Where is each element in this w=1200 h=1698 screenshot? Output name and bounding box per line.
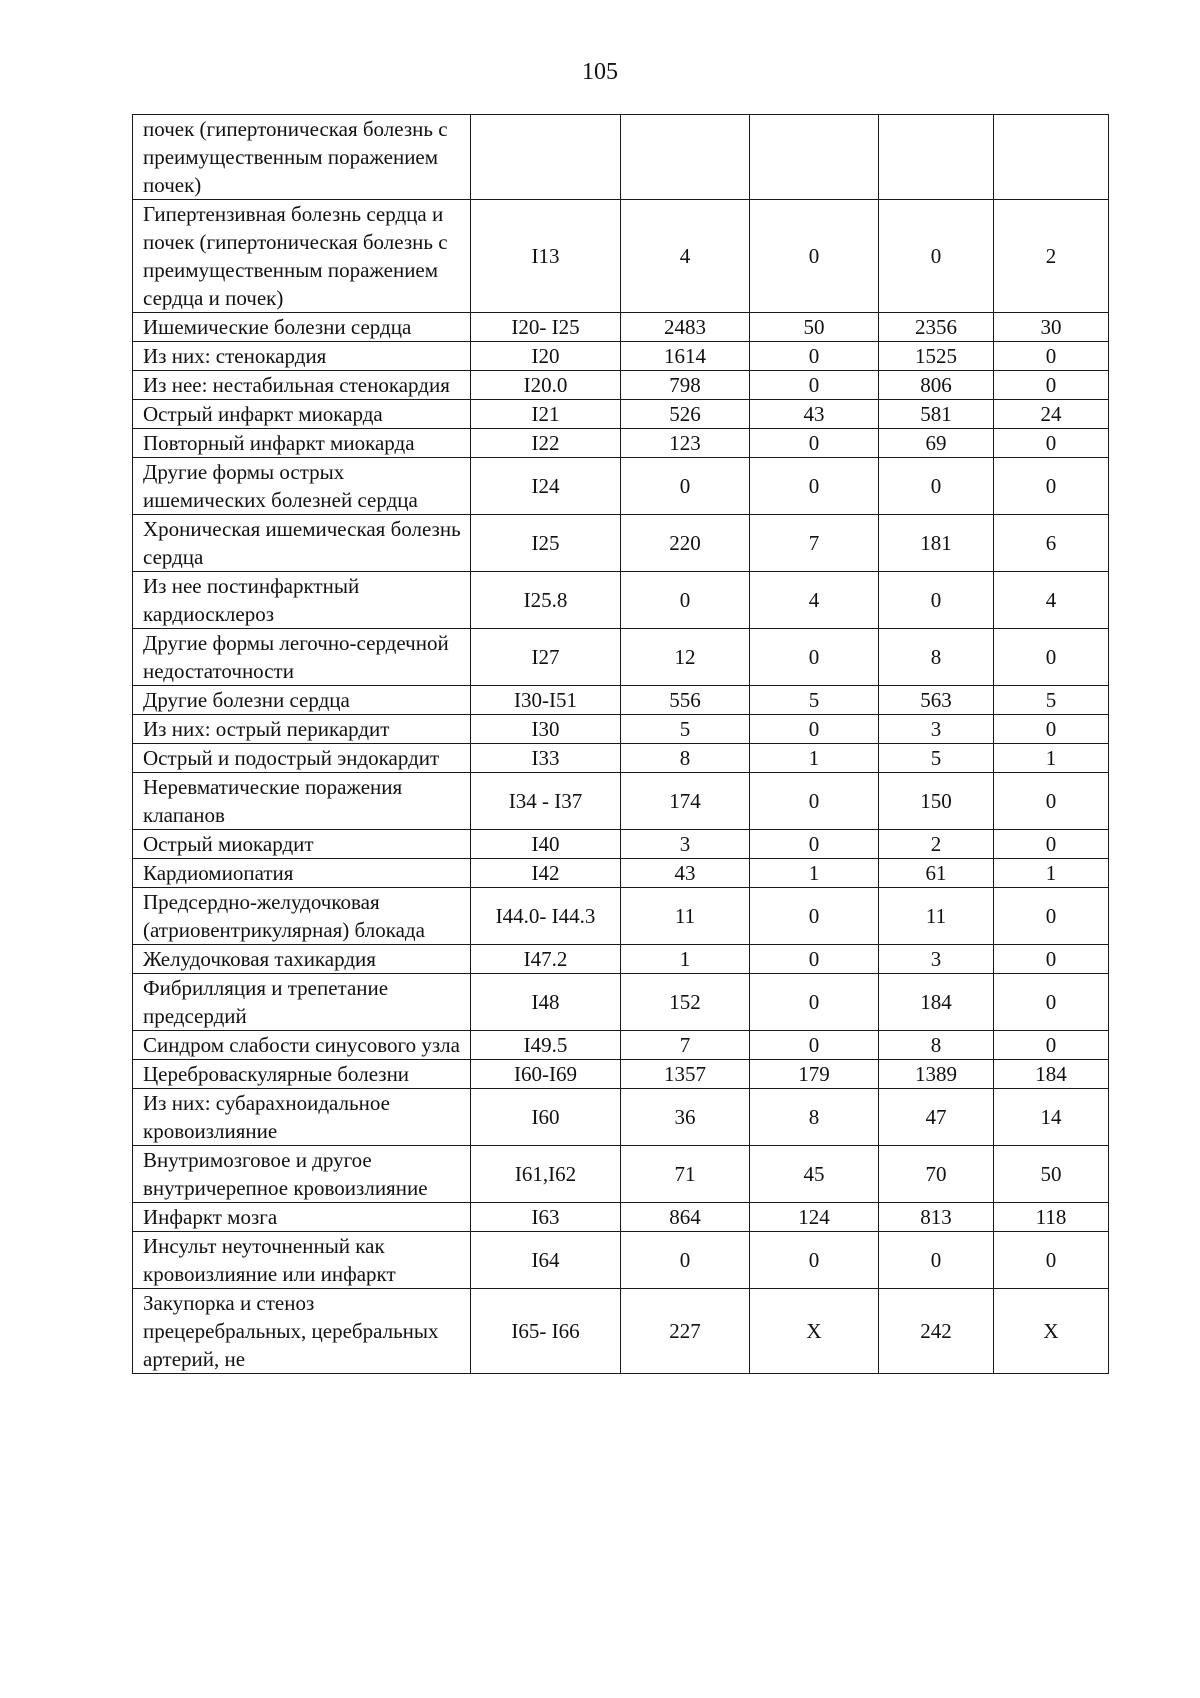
value-cell-4: 0 (994, 888, 1109, 945)
icd-code-cell: I48 (471, 974, 621, 1031)
disease-name-cell: почек (гипертоническая болезнь с преимущественным поражением почек) (133, 115, 471, 200)
icd-code-cell (471, 115, 621, 200)
value-cell-4: 30 (994, 313, 1109, 342)
value-cell-1: 227 (621, 1289, 750, 1374)
icd-code-cell: I40 (471, 830, 621, 859)
value-cell-1: 1357 (621, 1060, 750, 1089)
value-cell-2: 45 (750, 1146, 879, 1203)
table-row (133, 773, 1109, 830)
value-cell-4: 50 (994, 1146, 1109, 1203)
value-cell-3: 47 (879, 1089, 994, 1146)
value-cell-2: 0 (750, 371, 879, 400)
value-cell-4: 4 (994, 572, 1109, 629)
icd-code-cell: I24 (471, 458, 621, 515)
value-cell-1: 36 (621, 1089, 750, 1146)
value-cell-3: 8 (879, 629, 994, 686)
page-number: 105 (582, 59, 618, 85)
icd-code-cell: I33 (471, 744, 621, 773)
value-cell-3: 1525 (879, 342, 994, 371)
table-row (133, 859, 1109, 888)
disease-name-cell: Острый и подострый эндокардит (133, 744, 471, 773)
value-cell-4: 0 (994, 830, 1109, 859)
disease-name-cell: Из них: острый перикардит (133, 715, 471, 744)
value-cell-2: 50 (750, 313, 879, 342)
table-row (133, 945, 1109, 974)
value-cell-2: 7 (750, 515, 879, 572)
value-cell-3: 184 (879, 974, 994, 1031)
value-cell-4: 0 (994, 1031, 1109, 1060)
disease-name-cell: Внутримозговое и другое внутричерепное кровоизлияние (133, 1146, 471, 1203)
value-cell-1: 43 (621, 859, 750, 888)
value-cell-2: 0 (750, 629, 879, 686)
value-cell-4: 0 (994, 1232, 1109, 1289)
disease-name-cell: Острый миокардит (133, 830, 471, 859)
value-cell-1: 71 (621, 1146, 750, 1203)
value-cell-1: 864 (621, 1203, 750, 1232)
table-row (133, 629, 1109, 686)
icd-code-cell: I30 (471, 715, 621, 744)
icd-code-cell: I22 (471, 429, 621, 458)
disease-name-cell: Из них: стенокардия (133, 342, 471, 371)
disease-name-cell: Фибрилляция и трепетание предсердий (133, 974, 471, 1031)
disease-name-cell: Другие формы легочно-сердечной недостаточности (133, 629, 471, 686)
icd-code-cell: I30-I51 (471, 686, 621, 715)
value-cell-1: 174 (621, 773, 750, 830)
value-cell-4: 184 (994, 1060, 1109, 1089)
disease-name-cell: Закупорка и стеноз прецеребральных, церебральных артерий, не (133, 1289, 471, 1374)
disease-name-cell: Из них: субарахноидальное кровоизлияние (133, 1089, 471, 1146)
icd-code-cell: I64 (471, 1232, 621, 1289)
value-cell-2: 0 (750, 429, 879, 458)
value-cell-2: 1 (750, 859, 879, 888)
value-cell-4: 1 (994, 859, 1109, 888)
value-cell-3: 1389 (879, 1060, 994, 1089)
value-cell-2: 179 (750, 1060, 879, 1089)
icd-code-cell: I63 (471, 1203, 621, 1232)
disease-name-cell: Острый инфаркт миокарда (133, 400, 471, 429)
icd-code-cell: I47.2 (471, 945, 621, 974)
table-row (133, 830, 1109, 859)
value-cell-3: 181 (879, 515, 994, 572)
icd-code-cell: I61,I62 (471, 1146, 621, 1203)
table-row (133, 1031, 1109, 1060)
table-row (133, 744, 1109, 773)
value-cell-3: 0 (879, 1232, 994, 1289)
value-cell-4: X (994, 1289, 1109, 1374)
icd-code-cell: I42 (471, 859, 621, 888)
disease-name-cell: Другие формы острых ишемических болезней сердца (133, 458, 471, 515)
icd-code-cell: I20- I25 (471, 313, 621, 342)
value-cell-1: 798 (621, 371, 750, 400)
value-cell-3 (879, 115, 994, 200)
value-cell-2: 43 (750, 400, 879, 429)
value-cell-1: 8 (621, 744, 750, 773)
table-row (133, 400, 1109, 429)
value-cell-1: 0 (621, 458, 750, 515)
table-row (133, 686, 1109, 715)
value-cell-2 (750, 115, 879, 200)
disease-name-cell: Синдром слабости синусового узла (133, 1031, 471, 1060)
table-row (133, 1060, 1109, 1089)
value-cell-4: 24 (994, 400, 1109, 429)
value-cell-4: 118 (994, 1203, 1109, 1232)
icd-code-cell: I21 (471, 400, 621, 429)
table-row (133, 200, 1109, 313)
value-cell-2: 0 (750, 773, 879, 830)
icd-code-cell: I60-I69 (471, 1060, 621, 1089)
icd-code-cell: I20.0 (471, 371, 621, 400)
table-row (133, 1089, 1109, 1146)
disease-name-cell: Предсердно-желудочковая (атриовентрикулярная) блокада (133, 888, 471, 945)
value-cell-3: 581 (879, 400, 994, 429)
table-row (133, 572, 1109, 629)
value-cell-4: 0 (994, 715, 1109, 744)
value-cell-4: 0 (994, 629, 1109, 686)
value-cell-4: 2 (994, 200, 1109, 313)
table-row (133, 1146, 1109, 1203)
table-row (133, 888, 1109, 945)
disease-name-cell: Повторный инфаркт миокарда (133, 429, 471, 458)
value-cell-3: 0 (879, 200, 994, 313)
value-cell-1: 1614 (621, 342, 750, 371)
value-cell-2: 0 (750, 945, 879, 974)
value-cell-1: 152 (621, 974, 750, 1031)
value-cell-3: 61 (879, 859, 994, 888)
value-cell-3: 8 (879, 1031, 994, 1060)
value-cell-3: 70 (879, 1146, 994, 1203)
value-cell-4: 1 (994, 744, 1109, 773)
value-cell-1: 1 (621, 945, 750, 974)
value-cell-3: 563 (879, 686, 994, 715)
table-row (133, 429, 1109, 458)
disease-name-cell: Инфаркт мозга (133, 1203, 471, 1232)
table-row (133, 1232, 1109, 1289)
icd-code-cell: I25 (471, 515, 621, 572)
table-row (133, 974, 1109, 1031)
table-row (133, 342, 1109, 371)
value-cell-1: 526 (621, 400, 750, 429)
value-cell-4 (994, 115, 1109, 200)
disease-name-cell: Желудочковая тахикардия (133, 945, 471, 974)
icd-code-cell: I27 (471, 629, 621, 686)
value-cell-1: 0 (621, 1232, 750, 1289)
disease-name-cell: Гипертензивная болезнь сердца и почек (гипертоническая болезнь с преимущественным поражением сердца и почек) (133, 200, 471, 313)
disease-name-cell: Из нее: нестабильная стенокардия (133, 371, 471, 400)
value-cell-1: 220 (621, 515, 750, 572)
value-cell-4: 0 (994, 458, 1109, 515)
value-cell-1: 4 (621, 200, 750, 313)
value-cell-1: 12 (621, 629, 750, 686)
value-cell-1: 0 (621, 572, 750, 629)
table-row (133, 715, 1109, 744)
table-row (133, 515, 1109, 572)
table-row (133, 458, 1109, 515)
disease-name-cell: Кардиомиопатия (133, 859, 471, 888)
disease-name-cell: Ишемические болезни сердца (133, 313, 471, 342)
value-cell-2: 0 (750, 342, 879, 371)
value-cell-4: 0 (994, 371, 1109, 400)
value-cell-2: 0 (750, 715, 879, 744)
disease-name-cell: Неревматические поражения клапанов (133, 773, 471, 830)
value-cell-3: 69 (879, 429, 994, 458)
icd-code-cell: I60 (471, 1089, 621, 1146)
value-cell-3: 3 (879, 945, 994, 974)
disease-name-cell: Другие болезни сердца (133, 686, 471, 715)
value-cell-1 (621, 115, 750, 200)
table-row (133, 1203, 1109, 1232)
icd-code-cell: I25.8 (471, 572, 621, 629)
value-cell-1: 7 (621, 1031, 750, 1060)
icd-code-cell: I49.5 (471, 1031, 621, 1060)
value-cell-4: 0 (994, 342, 1109, 371)
value-cell-2: 0 (750, 830, 879, 859)
value-cell-2: 124 (750, 1203, 879, 1232)
value-cell-3: 3 (879, 715, 994, 744)
icd-code-cell: I13 (471, 200, 621, 313)
value-cell-4: 0 (994, 429, 1109, 458)
value-cell-2: 1 (750, 744, 879, 773)
value-cell-2: 4 (750, 572, 879, 629)
value-cell-3: 242 (879, 1289, 994, 1374)
value-cell-1: 3 (621, 830, 750, 859)
value-cell-3: 11 (879, 888, 994, 945)
value-cell-2: 5 (750, 686, 879, 715)
value-cell-3: 150 (879, 773, 994, 830)
value-cell-3: 2356 (879, 313, 994, 342)
value-cell-2: 0 (750, 458, 879, 515)
value-cell-3: 806 (879, 371, 994, 400)
value-cell-3: 813 (879, 1203, 994, 1232)
value-cell-1: 11 (621, 888, 750, 945)
value-cell-2: 0 (750, 1031, 879, 1060)
icd-code-cell: I44.0- I44.3 (471, 888, 621, 945)
disease-name-cell: Из нее постинфарктный кардиосклероз (133, 572, 471, 629)
table-row (133, 371, 1109, 400)
value-cell-2: 0 (750, 974, 879, 1031)
value-cell-4: 0 (994, 945, 1109, 974)
table-row (133, 1289, 1109, 1374)
table-row (133, 313, 1109, 342)
value-cell-3: 0 (879, 458, 994, 515)
value-cell-3: 0 (879, 572, 994, 629)
value-cell-4: 0 (994, 773, 1109, 830)
icd-code-cell: I65- I66 (471, 1289, 621, 1374)
table-body (133, 115, 1109, 1374)
value-cell-4: 0 (994, 974, 1109, 1031)
value-cell-1: 2483 (621, 313, 750, 342)
disease-name-cell: Хроническая ишемическая болезнь сердца (133, 515, 471, 572)
value-cell-2: 8 (750, 1089, 879, 1146)
table-row (133, 115, 1109, 200)
value-cell-2: 0 (750, 1232, 879, 1289)
value-cell-4: 14 (994, 1089, 1109, 1146)
value-cell-1: 5 (621, 715, 750, 744)
value-cell-4: 5 (994, 686, 1109, 715)
value-cell-1: 123 (621, 429, 750, 458)
value-cell-3: 5 (879, 744, 994, 773)
value-cell-2: 0 (750, 888, 879, 945)
value-cell-4: 6 (994, 515, 1109, 572)
value-cell-2: 0 (750, 200, 879, 313)
icd-code-cell: I20 (471, 342, 621, 371)
disease-statistics-table (132, 114, 1109, 1374)
icd-code-cell: I34 - I37 (471, 773, 621, 830)
value-cell-1: 556 (621, 686, 750, 715)
value-cell-2: X (750, 1289, 879, 1374)
value-cell-3: 2 (879, 830, 994, 859)
disease-name-cell: Цереброваскулярные болезни (133, 1060, 471, 1089)
disease-name-cell: Инсульт неуточненный как кровоизлияние или инфаркт (133, 1232, 471, 1289)
